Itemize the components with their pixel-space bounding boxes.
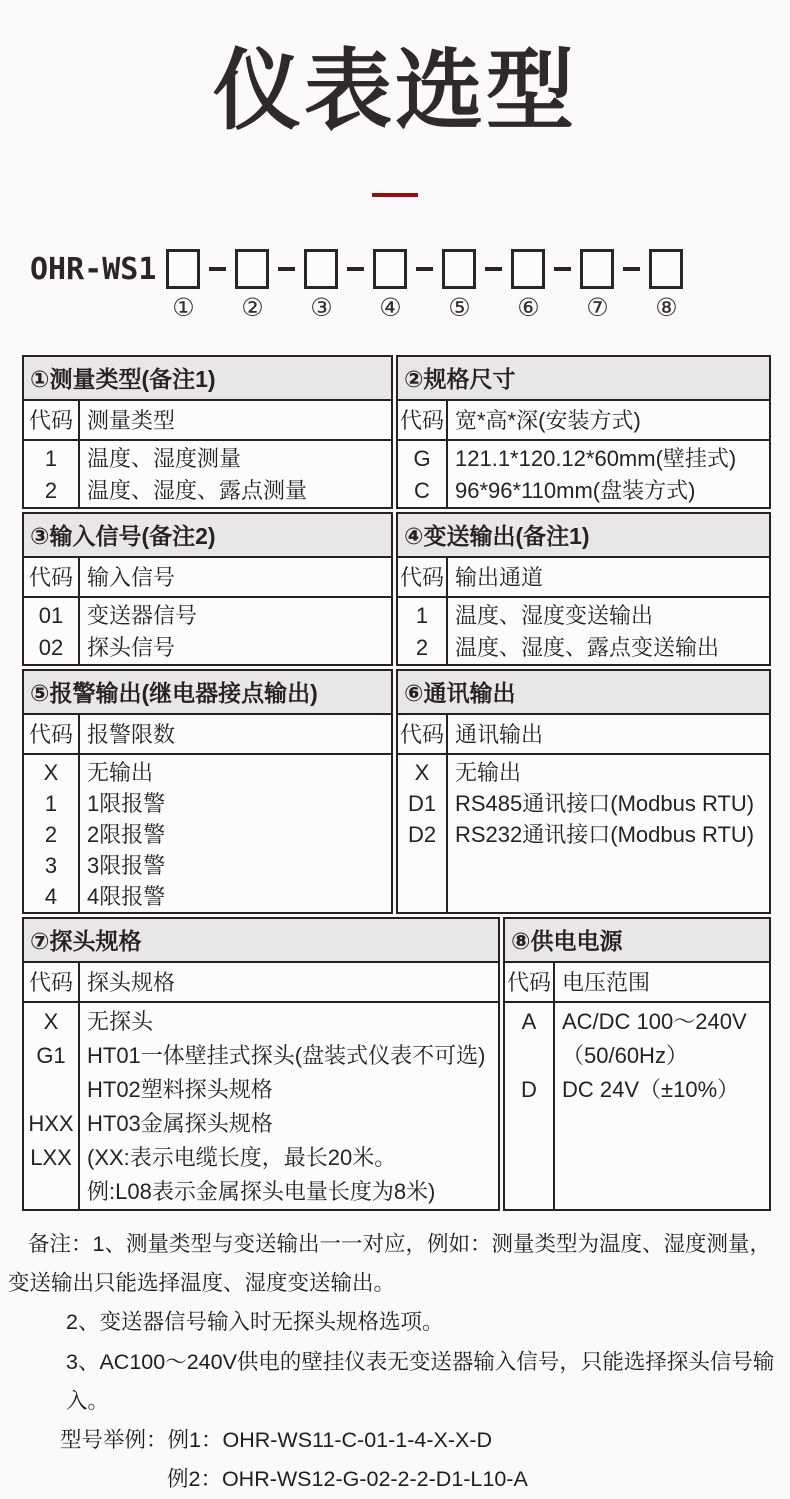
position-label-4: ④ bbox=[379, 294, 402, 323]
model-position-5 bbox=[442, 249, 476, 321]
code-cell: A bbox=[521, 1009, 537, 1035]
desc-cell: 3限报警 bbox=[87, 853, 166, 879]
table-6-body bbox=[398, 755, 769, 912]
desc-cell: 2限报警 bbox=[87, 822, 166, 848]
model-prefix: OHR-WS1 bbox=[30, 252, 157, 288]
desc-cell: HT01一体壁挂式探头(盘装式仪表不可选) bbox=[87, 1043, 486, 1069]
table-6-title: ⑥通讯输出 bbox=[398, 671, 769, 715]
table-4-col-desc: 输出通道 bbox=[455, 565, 544, 591]
desc-cell: AC/DC 100～240V bbox=[562, 1009, 747, 1035]
notes-section bbox=[8, 1225, 776, 1499]
code-cell: LXX bbox=[30, 1145, 72, 1171]
code-cell: 3 bbox=[44, 853, 58, 879]
block-alarm-comm bbox=[22, 669, 771, 914]
code-cell: 02 bbox=[38, 635, 64, 661]
table-3-title: ③输入信号(备注2) bbox=[24, 514, 391, 558]
code-box-8 bbox=[649, 249, 683, 289]
desc-cell: 温度、湿度、露点变送输出 bbox=[455, 635, 720, 661]
table-2-descs bbox=[448, 441, 769, 507]
table-5-descs bbox=[80, 755, 391, 912]
desc-cell: 温度、湿度、露点测量 bbox=[87, 478, 308, 504]
code-cell: D bbox=[521, 1077, 537, 1103]
desc-cell: （50/60Hz） bbox=[562, 1043, 688, 1069]
example-label: 型号举例： bbox=[60, 1427, 168, 1452]
code-cell: C bbox=[414, 478, 430, 504]
dash-separator bbox=[416, 267, 433, 271]
code-cell: 2 bbox=[415, 635, 429, 661]
table-7-col-desc: 探头规格 bbox=[87, 970, 176, 996]
desc-cell: 温度、湿度变送输出 bbox=[455, 603, 654, 629]
dash-separator bbox=[485, 267, 502, 271]
code-cell: G1 bbox=[36, 1043, 66, 1069]
code-box-3 bbox=[304, 249, 338, 289]
table-7-title: ⑦探头规格 bbox=[24, 919, 498, 963]
code-cell: 2 bbox=[44, 478, 58, 504]
position-label-6: ⑥ bbox=[517, 294, 540, 323]
code-cell: G bbox=[413, 446, 431, 472]
code-cell: X bbox=[43, 760, 59, 786]
table-4-title: ④变送输出(备注1) bbox=[398, 514, 769, 558]
model-example-2: 例2：OHR-WS12-G-02-2-2-D1-L10-A bbox=[167, 1466, 528, 1491]
dash-separator bbox=[278, 267, 295, 271]
note-1: 备注：1、测量类型与变送输出一一对应，例如：测量类型为温度、湿度测量，变送输出只能选择温度、湿度变送输出。 bbox=[8, 1232, 771, 1296]
model-code-row bbox=[30, 249, 790, 321]
table-4-header bbox=[398, 558, 769, 598]
desc-cell: 4限报警 bbox=[87, 884, 166, 910]
note-3: 3、AC100～240V供电的壁挂仪表无变送器输入信号，只能选择探头信号输入。 bbox=[66, 1349, 775, 1413]
table-3-descs bbox=[80, 598, 391, 664]
model-position-3 bbox=[304, 249, 338, 321]
desc-cell: (XX:表示电缆长度，最长20米。 bbox=[87, 1145, 397, 1171]
block-probe-power bbox=[22, 917, 771, 1211]
code-cell: 4 bbox=[44, 884, 58, 910]
table-size-spec bbox=[396, 355, 771, 509]
table-7-descs bbox=[80, 1003, 498, 1209]
model-position-4 bbox=[373, 249, 407, 321]
code-cell: 2 bbox=[44, 822, 58, 848]
table-7-col-code: 代码 bbox=[24, 963, 80, 1001]
table-4-codes bbox=[398, 598, 448, 664]
desc-cell: 无输出 bbox=[455, 760, 522, 786]
model-code-boxes bbox=[166, 249, 683, 321]
table-6-descs bbox=[448, 755, 769, 912]
table-8-header bbox=[505, 963, 769, 1003]
table-8-title: ⑧供电电源 bbox=[505, 919, 769, 963]
code-cell: D1 bbox=[407, 791, 437, 817]
table-5-col-desc: 报警限数 bbox=[87, 722, 176, 748]
table-4-body bbox=[398, 598, 769, 664]
page-title: 仪表选型 bbox=[212, 41, 577, 140]
code-cell: 1 bbox=[44, 446, 58, 472]
code-box-1 bbox=[166, 249, 200, 289]
model-position-6 bbox=[511, 249, 545, 321]
position-label-2: ② bbox=[241, 294, 264, 323]
desc-cell: 温度、湿度测量 bbox=[87, 446, 242, 472]
model-example-1: 例1：OHR-WS11-C-01-1-4-X-X-D bbox=[167, 1427, 493, 1452]
position-label-7: ⑦ bbox=[586, 294, 609, 323]
block-measure-spec bbox=[22, 355, 771, 509]
table-5-header bbox=[24, 715, 391, 755]
desc-cell: DC 24V（±10%） bbox=[562, 1077, 740, 1103]
desc-cell: HT03金属探头规格 bbox=[87, 1111, 273, 1137]
code-box-4 bbox=[373, 249, 407, 289]
code-box-5 bbox=[442, 249, 476, 289]
model-position-7 bbox=[580, 249, 614, 321]
title-underline bbox=[372, 193, 418, 197]
code-cell: HXX bbox=[28, 1111, 74, 1137]
table-transmit-output bbox=[396, 512, 771, 666]
table-3-body bbox=[24, 598, 391, 664]
table-4-descs bbox=[448, 598, 769, 664]
desc-cell: 无输出 bbox=[87, 760, 154, 786]
model-example-2-row bbox=[167, 1460, 776, 1499]
table-2-header bbox=[398, 401, 769, 441]
code-cell bbox=[505, 1039, 553, 1073]
position-label-8: ⑧ bbox=[655, 294, 678, 323]
table-5-col-code: 代码 bbox=[24, 715, 80, 753]
table-1-title: ①测量类型(备注1) bbox=[24, 357, 391, 401]
code-cell: D2 bbox=[407, 822, 437, 848]
code-cell: X bbox=[414, 760, 430, 786]
table-comm-output bbox=[396, 669, 771, 914]
table-1-body bbox=[24, 441, 391, 507]
position-label-1: ① bbox=[172, 294, 195, 323]
model-example-1-row bbox=[60, 1421, 776, 1460]
code-cell: X bbox=[43, 1009, 59, 1035]
code-box-2 bbox=[235, 249, 269, 289]
table-3-header bbox=[24, 558, 391, 598]
code-box-7 bbox=[580, 249, 614, 289]
model-position-8 bbox=[649, 249, 683, 321]
table-measure-type bbox=[22, 355, 393, 509]
dash-separator bbox=[209, 267, 226, 271]
desc-cell: 变送器信号 bbox=[87, 603, 198, 629]
desc-cell: 无探头 bbox=[87, 1009, 154, 1035]
table-8-codes bbox=[505, 1003, 555, 1209]
code-cell: 01 bbox=[38, 603, 64, 629]
table-6-col-code: 代码 bbox=[398, 715, 448, 753]
table-6-col-desc: 通讯输出 bbox=[455, 722, 544, 748]
table-2-body bbox=[398, 441, 769, 507]
position-label-5: ⑤ bbox=[448, 294, 471, 323]
dash-separator bbox=[347, 267, 364, 271]
table-6-header bbox=[398, 715, 769, 755]
desc-cell: 96*96*110mm(盘装方式) bbox=[455, 478, 696, 504]
table-alarm-output bbox=[22, 669, 393, 914]
table-5-body bbox=[24, 755, 391, 912]
table-5-codes bbox=[24, 755, 80, 912]
desc-cell: 121.1*120.12*60mm(壁挂式) bbox=[455, 446, 737, 472]
table-1-col-desc: 测量类型 bbox=[87, 408, 176, 434]
desc-cell: RS485通讯接口(Modbus RTU) bbox=[455, 791, 755, 817]
selection-tables bbox=[22, 355, 771, 1211]
block-input-output bbox=[22, 512, 771, 666]
table-1-header bbox=[24, 401, 391, 441]
table-8-col-code: 代码 bbox=[505, 963, 555, 1001]
table-1-descs bbox=[80, 441, 391, 507]
table-8-descs bbox=[555, 1003, 769, 1209]
table-8-body bbox=[505, 1003, 769, 1209]
table-1-col-code: 代码 bbox=[24, 401, 80, 439]
code-cell: 1 bbox=[44, 791, 58, 817]
table-7-body bbox=[24, 1003, 498, 1209]
code-cell: 1 bbox=[415, 603, 429, 629]
code-cell bbox=[24, 1175, 78, 1209]
code-cell bbox=[24, 1073, 78, 1107]
dash-separator bbox=[623, 267, 640, 271]
table-7-codes bbox=[24, 1003, 80, 1209]
table-2-col-desc: 宽*高*深(安装方式) bbox=[455, 408, 641, 434]
table-6-codes bbox=[398, 755, 448, 912]
table-4-col-code: 代码 bbox=[398, 558, 448, 596]
note-2: 2、变送器信号输入时无探头规格选项。 bbox=[66, 1310, 444, 1335]
model-position-2 bbox=[235, 249, 269, 321]
table-input-signal bbox=[22, 512, 393, 666]
table-3-col-code: 代码 bbox=[24, 558, 80, 596]
dash-separator bbox=[554, 267, 571, 271]
table-5-title: ⑤报警输出(继电器接点输出) bbox=[24, 671, 391, 715]
table-probe-spec bbox=[22, 917, 500, 1211]
table-3-codes bbox=[24, 598, 80, 664]
model-position-1 bbox=[166, 249, 200, 321]
table-3-col-desc: 输入信号 bbox=[87, 565, 176, 591]
desc-cell: 例:L08表示金属探头电量长度为8米) bbox=[87, 1179, 436, 1205]
table-2-codes bbox=[398, 441, 448, 507]
table-2-col-code: 代码 bbox=[398, 401, 448, 439]
desc-cell: 探头信号 bbox=[87, 635, 176, 661]
table-2-title: ②规格尺寸 bbox=[398, 357, 769, 401]
table-7-header bbox=[24, 963, 498, 1003]
desc-cell: RS232通讯接口(Modbus RTU) bbox=[455, 822, 755, 848]
table-power-supply bbox=[503, 917, 771, 1211]
table-8-col-desc: 电压范围 bbox=[562, 970, 651, 996]
desc-cell: 1限报警 bbox=[87, 791, 166, 817]
desc-cell: HT02塑料探头规格 bbox=[87, 1077, 273, 1103]
code-box-6 bbox=[511, 249, 545, 289]
table-1-codes bbox=[24, 441, 80, 507]
position-label-3: ③ bbox=[310, 294, 333, 323]
